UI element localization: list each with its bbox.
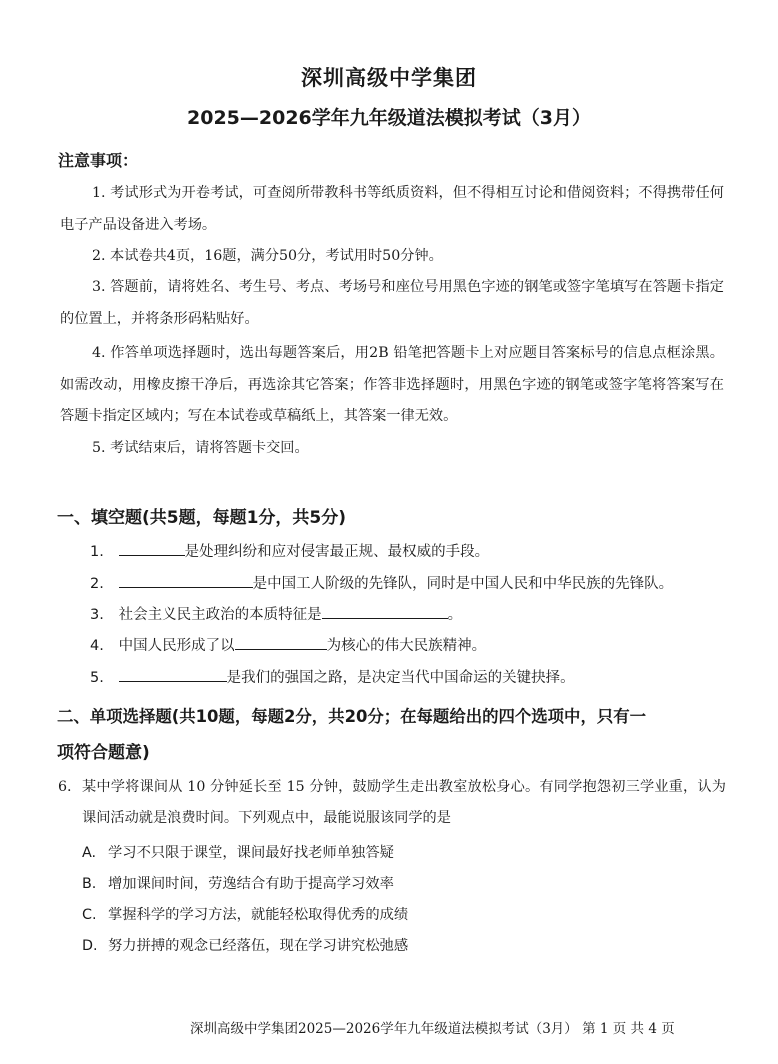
section1-heading: 一、填空题(共5题，每题1分，共5分) [57, 508, 347, 528]
school-title: 深圳高级中学集团 [301, 66, 477, 90]
question-text-after: 是处理纠纷和应对侵害最正规、最权威的手段。 [184, 544, 490, 560]
answer-blank[interactable] [119, 667, 227, 682]
option-c[interactable] [82, 904, 408, 924]
notice-item-2: 2. 本试卷共4页，16题，满分50分，考试用时50分钟。 [92, 248, 443, 264]
notice-heading: 注意事项： [58, 151, 139, 170]
question-stem: 某中学将课间从 10 分钟延长至 15 分钟，鼓励学生走出教室放松身心。有同学抱怨初三学业重，认为课间活动就是浪费时间。下列观点中，最能说服该同学的是 [82, 779, 726, 826]
exam-title: 2025—2026学年九年级道法模拟考试（3月） [187, 107, 591, 129]
option-text: 学习不只限于课堂，课间最好找老师单独答疑 [108, 845, 394, 861]
fill-question-1 [90, 540, 489, 561]
choice-question-6 [58, 772, 726, 834]
question-number: 5. [90, 670, 104, 686]
question-number: 4. [90, 638, 104, 654]
section2-heading-line1: 二、单项选择题(共10题，每题2分，共20分；在每题给出的四个选项中，只有一 [57, 707, 647, 726]
option-b[interactable] [82, 873, 394, 893]
question-text-after: 是中国工人阶级的先锋队，同时是中国人民和中华民族的先锋队。 [252, 576, 674, 592]
question-text-before: 中国人民形成了以 [118, 638, 235, 654]
option-a[interactable] [82, 842, 394, 862]
question-text-after: 。 [447, 607, 463, 623]
notice-item-4: 4. 作答单项选择题时，选出每题答案后，用2B 铅笔把答题卡上对应题目答案标号的信息点框涂黑。如需改动，用橡皮擦干净后，再选涂其它答案；作答非选择题时，用黑色字迹的钢笔或签字笔将答案写在答题卡指定区域内；写在本试卷或草稿纸上，其答案一律无效。 [60, 345, 724, 424]
option-letter: C. [82, 907, 97, 923]
question-text-after: 为核心的伟大民族精神。 [326, 638, 487, 654]
question-number: 1. [90, 544, 104, 560]
question-number: 6. [58, 779, 72, 795]
option-text: 增加课间时间，劳逸结合有助于提高学习效率 [108, 876, 394, 892]
section2-heading-line2: 项符合题意) [57, 743, 150, 763]
answer-blank[interactable] [235, 635, 327, 650]
notice-item-1: 1. 考试形式为开卷考试，可查阅所带教科书等纸质资料，但不得相互讨论和借阅资料；不得携带任何电子产品设备进入考场。 [60, 185, 724, 233]
question-number: 3. [90, 607, 104, 623]
option-d[interactable] [82, 935, 408, 955]
option-text: 努力拼搏的观念已经落伍，现在学习讲究松弛感 [108, 938, 409, 954]
page-footer: 深圳高级中学集团2025—2026学年九年级道法模拟考试（3月） 第 1 页 共 4 页 [190, 1021, 675, 1037]
answer-blank[interactable] [322, 604, 448, 619]
option-letter: A. [82, 845, 97, 861]
answer-blank[interactable] [119, 573, 253, 588]
notice-item-3: 3. 答题前，请将姓名、考生号、考点、考场号和座位号用黑色字迹的钢笔或签字笔填写在答题卡指定的位置上，并将条形码粘贴好。 [60, 279, 724, 327]
option-letter: D. [82, 938, 98, 954]
fill-question-4 [90, 634, 486, 655]
notice-item-5: 5. 考试结束后，请将答题卡交回。 [92, 440, 309, 456]
answer-blank[interactable] [119, 541, 185, 556]
fill-question-5 [90, 666, 575, 687]
fill-question-2 [90, 572, 673, 593]
question-text-before: 社会主义民主政治的本质特征是 [118, 607, 322, 623]
fill-question-3 [90, 603, 462, 624]
question-number: 2. [90, 576, 104, 592]
option-letter: B. [82, 876, 97, 892]
option-text: 掌握科学的学习方法，就能轻松取得优秀的成绩 [108, 907, 409, 923]
question-text-after: 是我们的强国之路，是决定当代中国命运的关键抉择。 [226, 670, 575, 686]
